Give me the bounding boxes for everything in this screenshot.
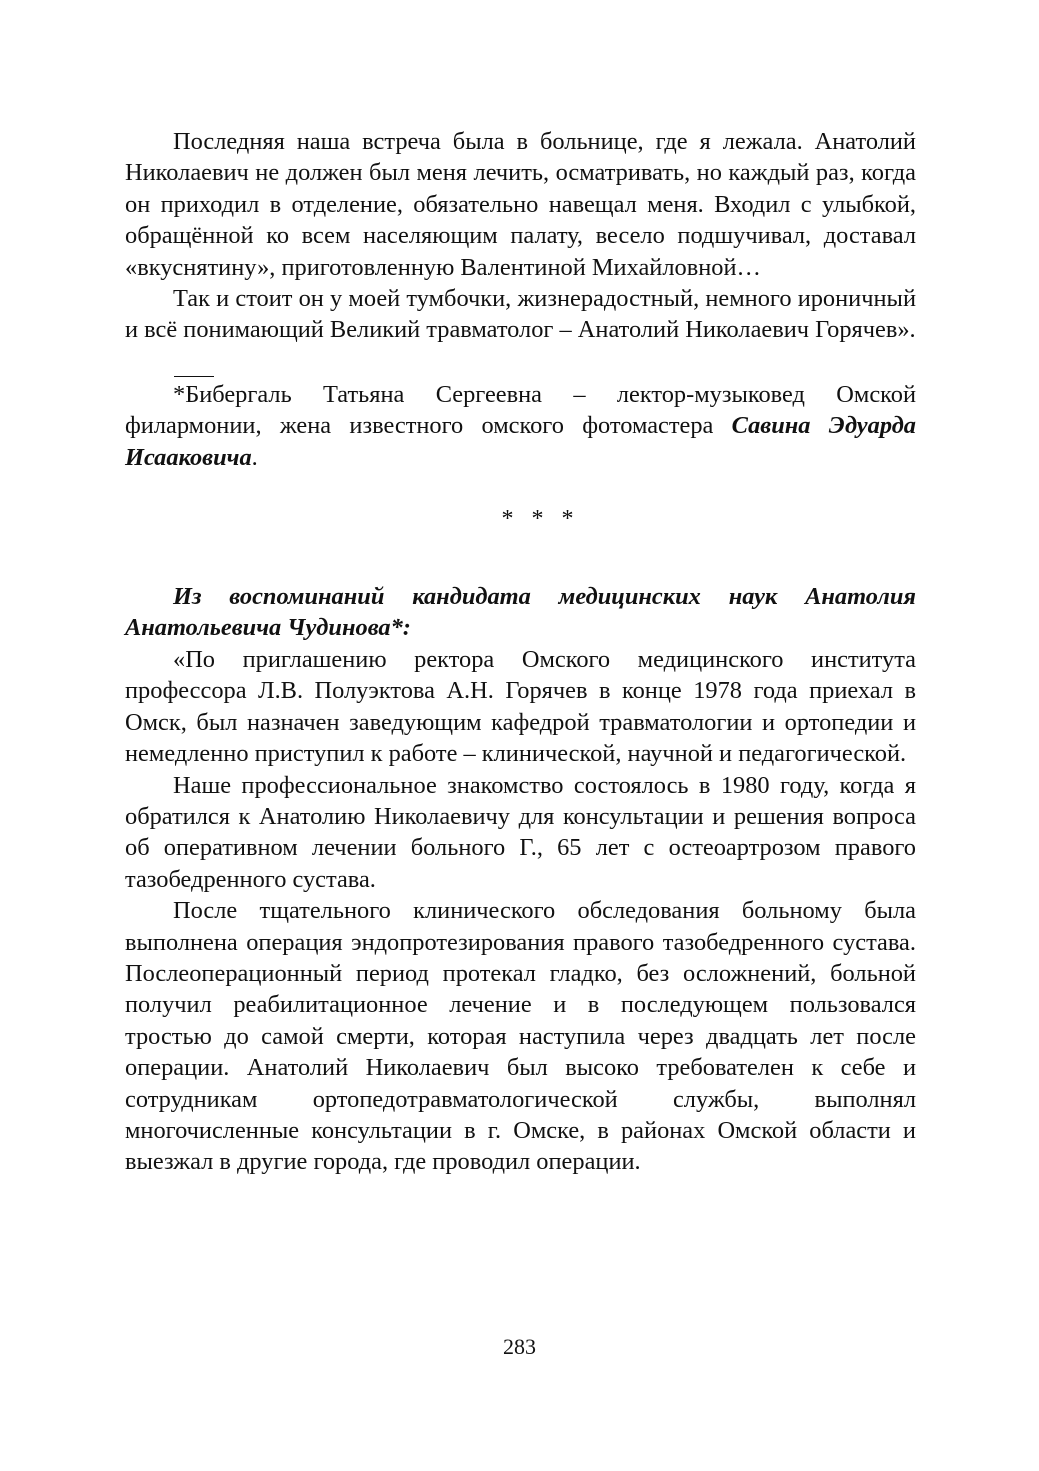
section-heading: Из воспоминаний кандидата медицинских наук Анатолия Анатольевича Чудинова*:: [125, 583, 916, 642]
paragraph-invitation: «По приглашению ректора Омского медицинского института профессора Л.В. Полуэктова А.Н. Горячев в конце 1978 года приехал в Омск, был назначен заведующим кафедрой травматологии и ортопедии и немедленно приступил к работе – клинической, научной и педагогической.: [125, 645, 916, 768]
section-separator: * * *: [501, 506, 580, 533]
page-number: 283: [503, 1334, 536, 1359]
footnote-text: *Бибергаль Татьяна Сергеевна – лектор-музыковед Омской филармонии, жена известного омского фотомастера: [125, 380, 916, 440]
page-body: [125, 126, 916, 1178]
footnote-biberegal: [125, 379, 916, 473]
paragraph-hospital-visit: Последняя наша встреча была в больнице, где я лежала. Анатолий Николаевич не должен был меня лечить, осматривать, но каждый раз, когда он приходил в отделение, обязательно навещал меня. Входил с улыбкой, обращённой ко всем населяющим палату, весело подшучивал, доставал «вкуснятину», приготовленную Валентиной Михайловной…: [125, 128, 916, 281]
paragraph-great-traumatologist: Так и стоит он у моей тумбочки, жизнерадостный, немного ироничный и всё понимающий Великий травматолог – Анатолий Николаевич Горячев».: [125, 285, 916, 344]
paragraph-operation: После тщательного клинического обследования больному была выполнена операция эндопротезирования правого тазобедренного сустава. Послеоперационный период протекал гладко, без осложнений, больной получил реабилитационное лечение и в последующем пользовался тростью до самой смерти, которая наступила через двадцать лет после операции. Анатолий Николаевич был высоко требователен к себе и сотрудникам ортопедотравматологической службы, выполнял многочисленные консультации в г. Омске, в районах Омской области и выезжал в другие города, где проводил операции.: [125, 897, 916, 1176]
footnote-bold-name: Савина Эдуарда Исааковича: [125, 412, 916, 471]
footnote-end: .: [251, 443, 258, 471]
footnote-divider: [174, 376, 214, 377]
paragraph-acquaintance: Наше профессиональное знакомство состоялось в 1980 году, когда я обратился к Анатолию Николаевичу для консультации и решения вопроса об оперативном лечении больного Г., 65 лет с остеоартрозом правого тазобедренного сустава.: [125, 771, 916, 893]
